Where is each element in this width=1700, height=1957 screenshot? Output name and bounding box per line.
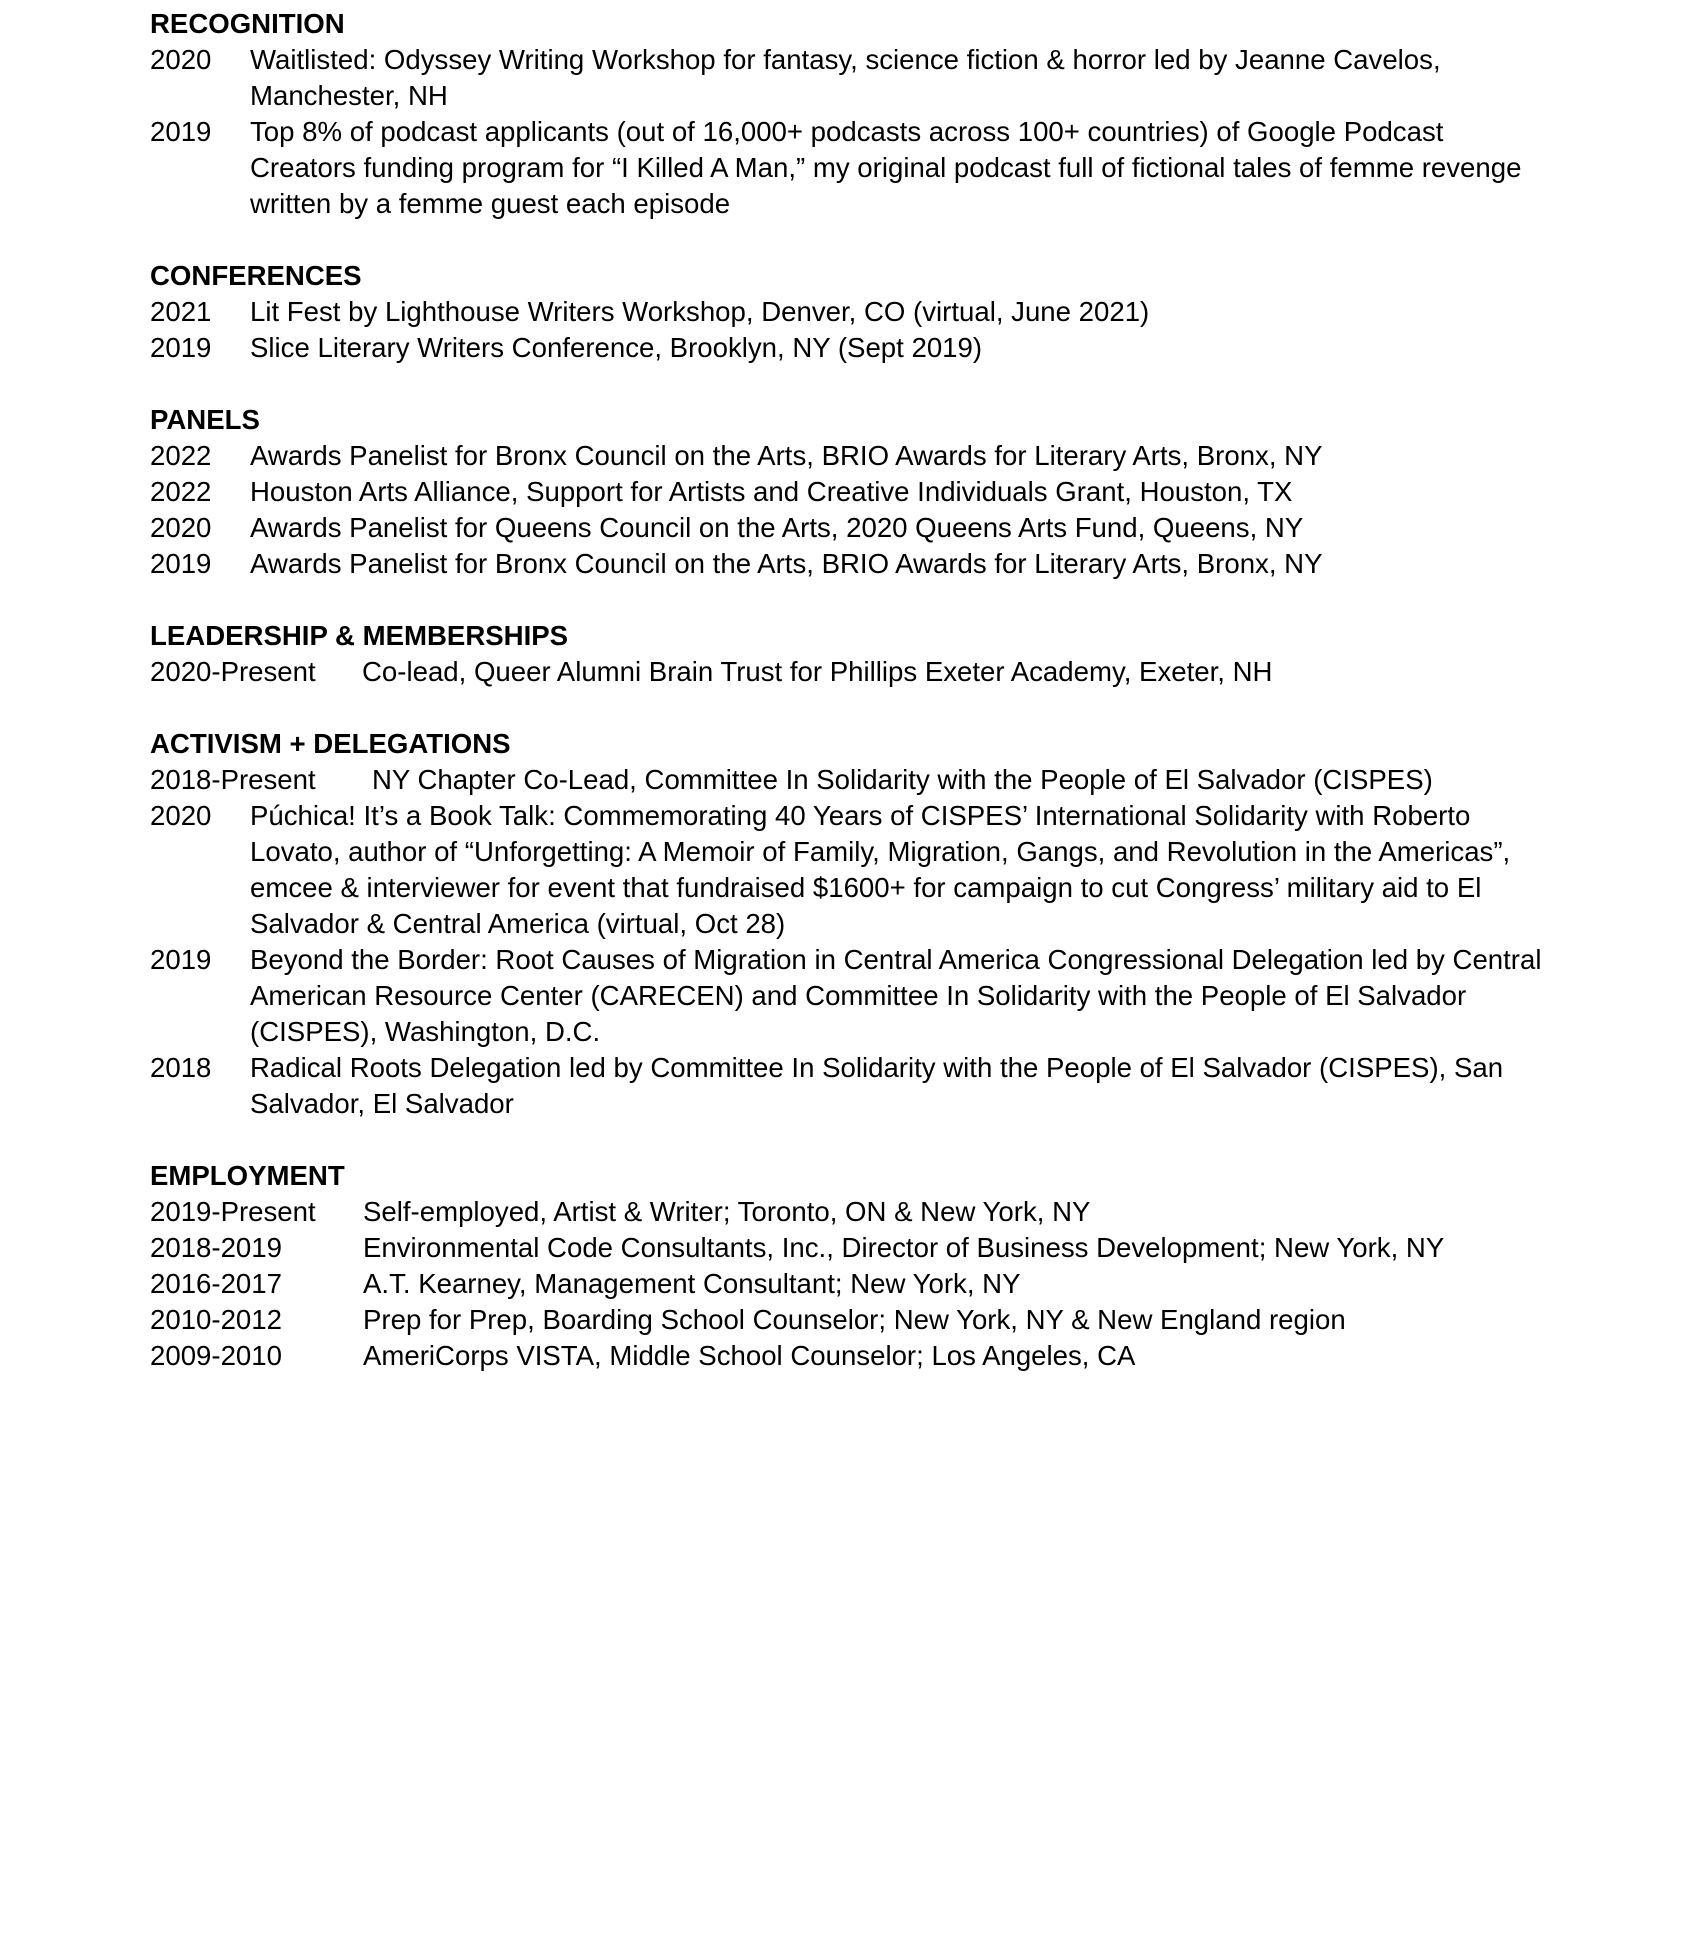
entry-date: 2019 [150,332,212,363]
section-heading: CONFERENCES [150,260,362,291]
entry-text: A.T. Kearney, Management Consultant; New York, NY [363,1268,1021,1299]
entry-date: 2020 [150,800,212,831]
entry-date: 2019-Present [150,1196,316,1227]
entry-text: Environmental Code Consultants, Inc., Director of Business Development; New York, NY [363,1232,1445,1263]
conferences-section [150,258,1550,366]
list-item [150,1302,1550,1338]
list-item [150,1266,1550,1302]
entry-text: Awards Panelist for Bronx Council on the Arts, BRIO Awards for Literary Arts, Bronx, NY [250,548,1323,579]
entry-text: Slice Literary Writers Conference, Brooklyn, NY (Sept 2019) [250,332,983,363]
list-item [150,510,1550,546]
list-item [150,1050,1550,1122]
list-item [150,1338,1550,1374]
entry-date: 2019 [150,944,212,975]
entry-text: Lit Fest by Lighthouse Writers Workshop, Denver, CO (virtual, June 2021) [250,296,1150,327]
list-item [150,114,1550,222]
list-item [150,546,1550,582]
list-item [150,294,1550,330]
entry-text: Awards Panelist for Queens Council on the Arts, 2020 Queens Arts Fund, Queens, NY [250,512,1304,543]
leadership-section [150,618,1550,690]
entry-date: 2020 [150,512,212,543]
entry-date: 2018-2019 [150,1232,282,1263]
entry-text: Awards Panelist for Bronx Council on the Arts, BRIO Awards for Literary Arts, Bronx, NY [250,440,1323,471]
section-heading: EMPLOYMENT [150,1160,345,1191]
entry-text: Co-lead, Queer Alumni Brain Trust for Phillips Exeter Academy, Exeter, NH [362,656,1273,687]
entry-date: 2020-Present [150,656,316,687]
entry-date: 2010-2012 [150,1304,282,1335]
panels-section [150,402,1550,582]
entry-text: Self-employed, Artist & Writer; Toronto, ON & New York, NY [363,1196,1091,1227]
entry-text: Houston Arts Alliance, Support for Artists and Creative Individuals Grant, Houston, TX [250,476,1293,507]
list-item [150,42,1550,114]
entry-text: Top 8% of podcast applicants (out of 16,000+ podcasts across 100+ countries) of Google Podcast Creators funding program for “I Killed A Man,” my original podcast full of fictional tales of femme revenge written by a femme guest each episode [250,116,1522,219]
entry-date: 2009-2010 [150,1340,282,1371]
list-item [150,474,1550,510]
entry-text: Radical Roots Delegation led by Committee In Solidarity with the People of El Salvador (CISPES), San Salvador, El Salvador [250,1052,1504,1119]
section-heading: ACTIVISM + DELEGATIONS [150,728,511,759]
list-item [150,798,1550,942]
entry-date: 2019 [150,548,212,579]
entry-text: Beyond the Border: Root Causes of Migration in Central America Congressional Delegation led by Central American Resource Center (CARECEN) and Committee In Solidarity with the People of El Salvador (CISPES), Washington, D.C. [250,944,1542,1047]
section-heading: PANELS [150,404,260,435]
section-heading: RECOGNITION [150,8,345,39]
entry-text: Prep for Prep, Boarding School Counselor; New York, NY & New England region [363,1304,1346,1335]
recognition-section [150,6,1550,222]
list-item [150,330,1550,366]
entry-date: 2022 [150,440,212,471]
entry-text: AmeriCorps VISTA, Middle School Counselor; Los Angeles, CA [363,1340,1136,1371]
resume-page [150,6,1550,1410]
employment-section [150,1158,1550,1374]
entry-text: NY Chapter Co-Lead, Committee In Solidarity with the People of El Salvador (CISPES) [372,764,1433,795]
entry-date: 2018 [150,1052,212,1083]
list-item [150,438,1550,474]
list-item [150,1230,1550,1266]
entry-date: 2021 [150,296,212,327]
list-item [150,654,1550,690]
list-item [150,762,1550,798]
entry-date: 2018-Present [150,764,316,795]
list-item [150,1194,1550,1230]
entry-date: 2019 [150,116,212,147]
activism-section [150,726,1550,1122]
list-item [150,942,1550,1050]
section-heading: LEADERSHIP & MEMBERSHIPS [150,620,569,651]
entry-date: 2016-2017 [150,1268,282,1299]
entry-date: 2022 [150,476,212,507]
entry-text: Waitlisted: Odyssey Writing Workshop for fantasy, science fiction & horror led by Jeanne Cavelos, Manchester, NH [250,44,1441,111]
entry-text: Púchica! It’s a Book Talk: Commemorating 40 Years of CISPES’ International Solidarity with Roberto Lovato, author of “Unforgetting: A Memoir of Family, Migration, Gangs, and Revolution in the Americas”, emcee & interviewer for event that fundraised $1600+ for campaign to cut Congress’ military aid to El Salvador & Central America (virtual, Oct 28) [250,800,1511,939]
entry-date: 2020 [150,44,212,75]
